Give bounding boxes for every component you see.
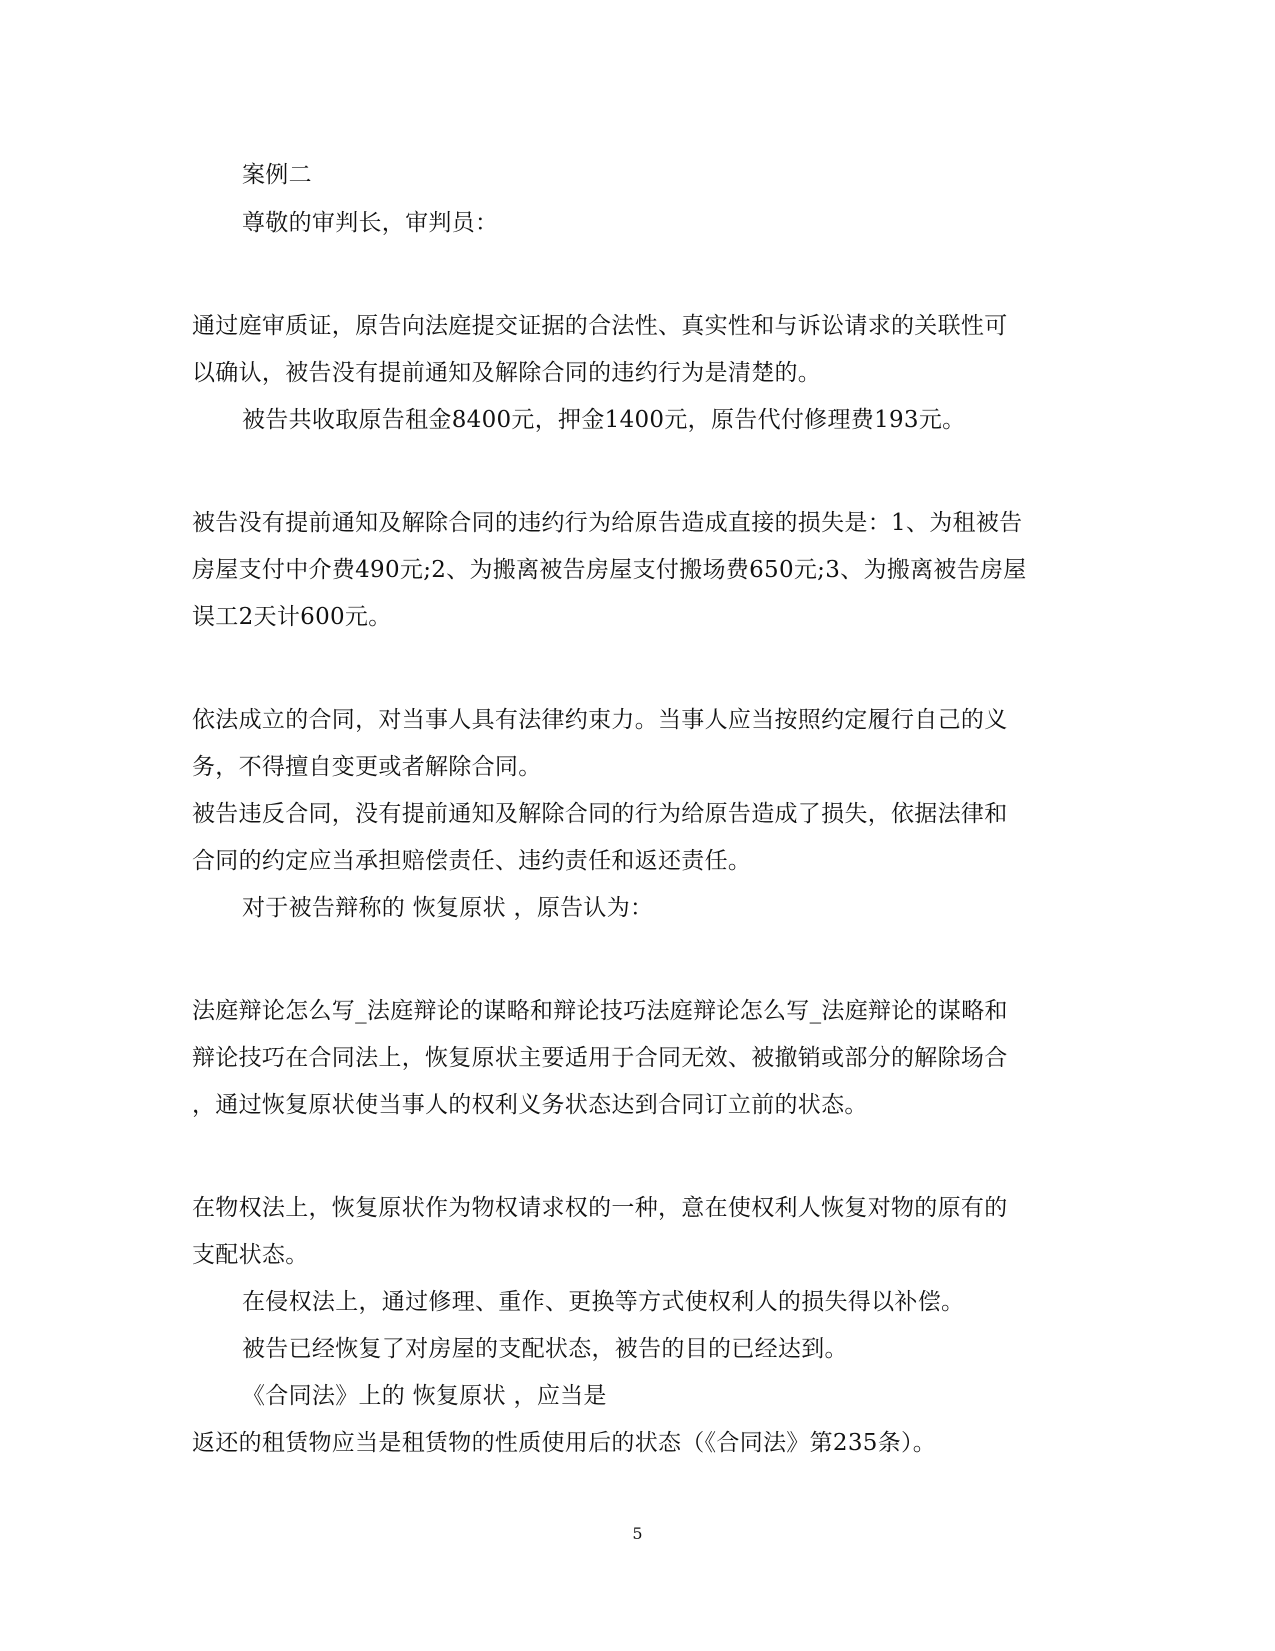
text-line: 被告违反合同，没有提前通知及解除合同的行为给原告造成了损失，依据法律和: [192, 801, 1008, 827]
text-line: 误工2天计600元。: [192, 604, 392, 630]
text-line: 对于被告辩称的 恢复原状 ，原告认为：: [242, 895, 654, 921]
text-line: 《合同法》上的 恢复原状 ，应当是: [242, 1383, 607, 1409]
text-line: 务，不得擅自变更或者解除合同。: [192, 754, 542, 780]
text-line: 被告共收取原告租金8400元，押金1400元，原告代付修理费193元。: [242, 407, 966, 433]
text-line: 在物权法上，恢复原状作为物权请求权的一种，意在使权利人恢复对物的原有的: [192, 1195, 1008, 1221]
text-line: 辩论技巧在合同法上，恢复原状主要适用于合同无效、被撤销或部分的解除场合: [192, 1045, 1008, 1071]
text-line: 房屋支付中介费490元;2、为搬离被告房屋支付搬场费650元;3、为搬离被告房屋: [192, 557, 1027, 583]
page-number: 5: [632, 1524, 643, 1543]
text-line: 被告已经恢复了对房屋的支配状态，被告的目的已经达到。: [242, 1336, 848, 1362]
text-line: 返还的租赁物应当是租赁物的性质使用后的状态（《合同法》第235条）。: [192, 1430, 937, 1456]
text-line: 法庭辩论怎么写_法庭辩论的谋略和辩论技巧法庭辩论怎么写_法庭辩论的谋略和: [192, 998, 1008, 1024]
text-line: 依法成立的合同，对当事人具有法律约束力。当事人应当按照约定履行自己的义: [192, 707, 1008, 733]
text-line: 通过庭审质证，原告向法庭提交证据的合法性、真实性和与诉讼请求的关联性可: [192, 313, 1008, 339]
text-line: 被告没有提前通知及解除合同的违约行为给原告造成直接的损失是：1、为租被告: [192, 510, 1023, 536]
text-line: 在侵权法上，通过修理、重作、更换等方式使权利人的损失得以补偿。: [242, 1289, 965, 1315]
text-line: 案例二: [242, 162, 312, 188]
text-line: 支配状态。: [192, 1242, 309, 1268]
text-line: ，通过恢复原状使当事人的权利义务状态达到合同订立前的状态。: [192, 1092, 868, 1118]
text-line: 合同的约定应当承担赔偿责任、违约责任和返还责任。: [192, 848, 752, 874]
text-line: 以确认，被告没有提前通知及解除合同的违约行为是清楚的。: [192, 360, 822, 386]
text-line: 尊敬的审判长，审判员：: [242, 210, 499, 236]
